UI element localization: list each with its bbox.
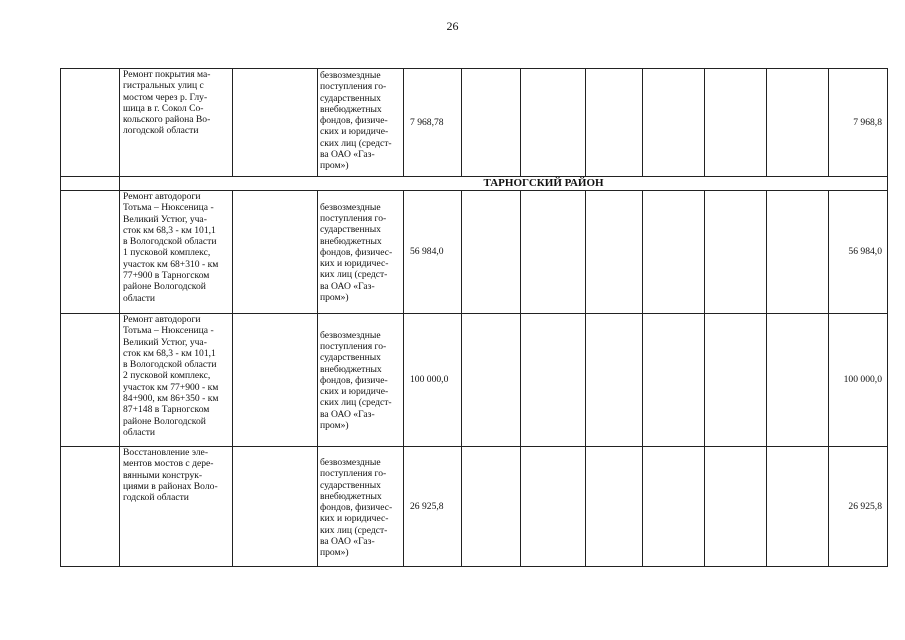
object-cell xyxy=(120,314,233,447)
empty-cell xyxy=(643,314,705,447)
source-text: безвозмездные поступления го- сударственных внебюджетных фондов, физиче- ских и юридиче- ских лиц (средст- ва ОАО «Газ- пром») xyxy=(320,329,392,432)
page-number: 26 xyxy=(446,19,459,33)
empty-cell xyxy=(462,191,521,314)
empty-cell xyxy=(767,191,829,314)
empty-cell xyxy=(521,314,586,447)
source-cell xyxy=(318,69,404,177)
empty-cell xyxy=(586,69,643,177)
empty-cell xyxy=(233,69,318,177)
total-value: 56 984,0 xyxy=(848,246,882,258)
amount-cell xyxy=(404,447,462,567)
budget-table xyxy=(60,68,888,567)
source-cell xyxy=(318,447,404,567)
total-value: 26 925,8 xyxy=(848,500,882,512)
empty-cell xyxy=(643,191,705,314)
empty-cell xyxy=(462,314,521,447)
empty-cell xyxy=(521,69,586,177)
amount-cell xyxy=(404,69,462,177)
object-cell xyxy=(120,191,233,314)
amount-value: 56 984,0 xyxy=(410,246,444,258)
district-name: ТАРНОГСКИЙ РАЙОН xyxy=(120,177,888,191)
empty-cell xyxy=(586,191,643,314)
amount-cell xyxy=(404,314,462,447)
source-text: безвозмездные поступления го- сударственных внебюджетных фондов, физичес- ких и юридичес- ких лиц (средст- ва ОАО «Газ- пром») xyxy=(320,457,393,559)
empty-cell xyxy=(705,314,767,447)
empty-cell xyxy=(705,191,767,314)
empty-cell xyxy=(767,447,829,567)
empty-cell xyxy=(61,177,120,191)
empty-cell xyxy=(705,447,767,567)
amount-cell xyxy=(404,191,462,314)
empty-cell xyxy=(233,191,318,314)
total-value: 7 968,8 xyxy=(853,116,882,128)
object-cell xyxy=(120,69,233,177)
empty-cell xyxy=(462,447,521,567)
empty-cell xyxy=(233,447,318,567)
object-cell xyxy=(120,447,233,567)
empty-cell xyxy=(586,314,643,447)
empty-cell xyxy=(643,447,705,567)
empty-cell xyxy=(233,314,318,447)
empty-cell xyxy=(767,314,829,447)
empty-cell xyxy=(586,447,643,567)
source-text: безвозмездные поступления го- сударственных внебюджетных фондов, физичес- ких и юридичес- ких лиц (средст- ва ОАО «Газ- пром») xyxy=(320,201,393,304)
object-text: Ремонт покрытия ма- гистральных улиц с мостом через р. Глу- шица в г. Сокол Со- кольского района Во- логодской области xyxy=(123,69,211,137)
total-value: 100 000,0 xyxy=(843,374,882,386)
table-row xyxy=(61,314,888,447)
source-text: безвозмездные поступления го- сударственных внебюджетных фондов, физиче- ских и юридиче- ских лиц (средст- ва ОАО «Газ- пром») xyxy=(320,70,392,172)
empty-cell xyxy=(61,191,120,314)
source-cell xyxy=(318,314,404,447)
total-cell xyxy=(829,69,888,177)
object-text: Восстановление эле- ментов мостов с дере- вянными конструк- циями в районах Воло- годской области xyxy=(123,447,218,504)
table-row xyxy=(61,69,888,177)
empty-cell xyxy=(767,69,829,177)
empty-cell xyxy=(705,69,767,177)
source-cell xyxy=(318,191,404,314)
district-row xyxy=(61,177,888,191)
total-cell xyxy=(829,314,888,447)
empty-cell xyxy=(61,314,120,447)
empty-cell xyxy=(61,69,120,177)
empty-cell xyxy=(462,69,521,177)
object-text: Ремонт автодороги Тотьма – Нюксеница - Великий Устюг, уча- сток км 68,3 - км 101,1 в Вологодской области 2 пусковой комплекс, участок км 77+900 - км 84+900, км 86+350 - км 87+148 в Тарногском районе Вологодской области xyxy=(123,314,219,438)
empty-cell xyxy=(521,447,586,567)
object-text: Ремонт автодороги Тотьма – Нюксеница - Великий Устюг, уча- сток км 68,3 - км 101,1 в Вологодской области 1 пусковой комплекс, участок км 68+310 - км 77+900 в Тарногском районе Вологодской области xyxy=(123,191,219,304)
empty-cell xyxy=(521,191,586,314)
total-cell xyxy=(829,191,888,314)
table-row xyxy=(61,191,888,314)
amount-value: 100 000,0 xyxy=(410,374,449,386)
amount-value: 26 925,8 xyxy=(410,500,444,512)
table-row xyxy=(61,447,888,567)
empty-cell xyxy=(61,447,120,567)
amount-value: 7 968,78 xyxy=(410,116,444,128)
total-cell xyxy=(829,447,888,567)
empty-cell xyxy=(643,69,705,177)
